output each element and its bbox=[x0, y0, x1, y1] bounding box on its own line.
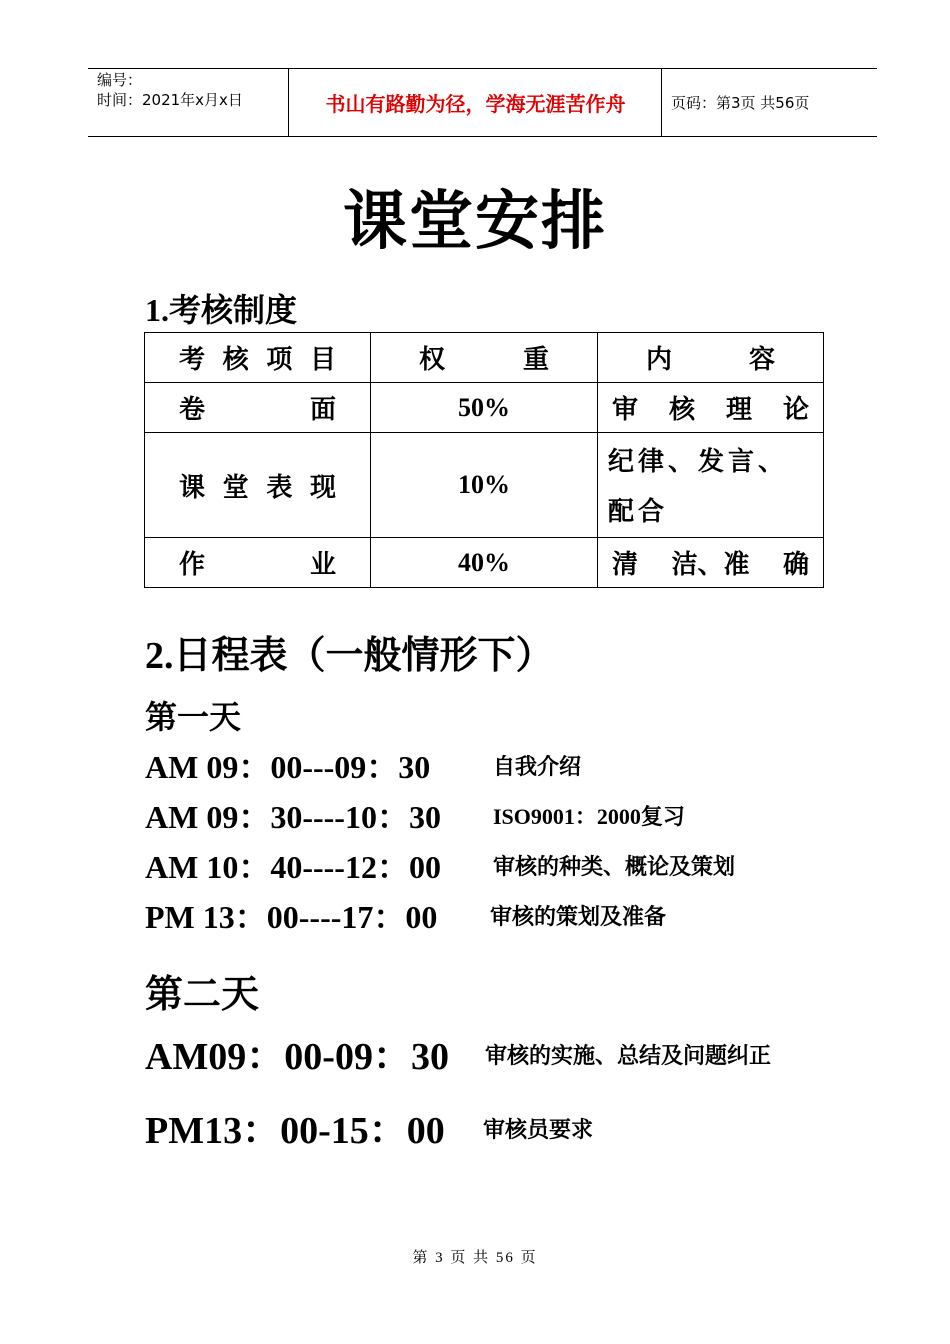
schedule-activity: 审核的实施、总结及问题纠正 bbox=[485, 1044, 772, 1069]
header-motto: 书山有路勤为径，学海无涯苦作舟 bbox=[325, 92, 626, 116]
section1-number: 1. bbox=[145, 292, 169, 328]
cell-content-char: 理 bbox=[725, 395, 752, 425]
col-header-content-char: 内 bbox=[646, 345, 673, 375]
schedule-time: PM 13：00----17：00 bbox=[145, 899, 438, 935]
col-header-item-char: 项 bbox=[266, 345, 293, 375]
header-time: 时间：2021年x月x日 bbox=[97, 91, 243, 109]
schedule-time: AM 09：30----10：30 bbox=[145, 799, 441, 835]
cell-item-char: 堂 bbox=[222, 472, 249, 503]
cell-item-char: 业 bbox=[309, 550, 336, 580]
section2-title: 日程表（一般情形下） bbox=[173, 633, 554, 677]
cell-item bbox=[145, 433, 371, 538]
section1-heading bbox=[145, 285, 297, 331]
col-header-content bbox=[598, 333, 824, 383]
header-page-number: 页码：第3页 共56页 bbox=[671, 94, 810, 112]
page-title: 课堂安排 bbox=[343, 185, 607, 259]
cell-content-char: 审 bbox=[612, 395, 639, 425]
cell-weight: 10% bbox=[371, 433, 598, 538]
schedule-time: AM 10：40----12：00 bbox=[145, 849, 441, 885]
col-header-weight-char: 权 bbox=[419, 345, 446, 375]
schedule-item bbox=[145, 1025, 772, 1080]
schedule-item bbox=[145, 892, 667, 938]
cell-item-char: 作 bbox=[179, 550, 206, 580]
table-row bbox=[145, 538, 824, 588]
assessment-table bbox=[144, 332, 824, 588]
schedule-activity: 自我介绍 bbox=[493, 755, 582, 780]
col-header-weight-char: 重 bbox=[522, 345, 549, 375]
schedule-activity: 审核员要求 bbox=[483, 1118, 594, 1143]
col-header-content-char: 容 bbox=[748, 345, 775, 375]
header-bottom-rule bbox=[88, 136, 877, 137]
col-header-weight bbox=[371, 333, 598, 383]
col-header-item-char: 目 bbox=[309, 345, 336, 375]
cell-item bbox=[145, 383, 371, 433]
schedule-time: AM09：00-09：30 bbox=[145, 1036, 449, 1078]
col-header-item-char: 核 bbox=[222, 345, 249, 375]
cell-content bbox=[598, 383, 824, 433]
cell-item-char: 现 bbox=[309, 472, 336, 503]
schedule-time: PM13：00-15：00 bbox=[145, 1110, 445, 1152]
schedule-item bbox=[145, 842, 736, 888]
cell-weight: 50% bbox=[371, 383, 598, 433]
section2-number: 2. bbox=[145, 635, 174, 677]
schedule-item bbox=[145, 1099, 594, 1154]
schedule-item bbox=[145, 742, 582, 788]
table-header-row bbox=[145, 333, 824, 383]
cell-item-char: 表 bbox=[266, 472, 293, 503]
cell-content-char: 论 bbox=[782, 395, 809, 425]
col-header-item bbox=[145, 333, 371, 383]
day1-title: 第一天 bbox=[145, 698, 242, 736]
cell-item bbox=[145, 538, 371, 588]
table-row bbox=[145, 383, 824, 433]
cell-item-char: 课 bbox=[179, 472, 206, 503]
cell-item-char: 卷 bbox=[179, 395, 206, 425]
day2-title: 第二天 bbox=[145, 972, 260, 1016]
schedule-item bbox=[145, 792, 685, 838]
section1-title: 考核制度 bbox=[169, 291, 298, 329]
cell-content-char: 清 bbox=[612, 550, 639, 580]
cell-item-char: 面 bbox=[309, 395, 336, 425]
cell-content-char: 核 bbox=[668, 395, 695, 425]
header-code: 编号： bbox=[97, 71, 143, 89]
page-footer: 第 3 页 共 56 页 bbox=[412, 1250, 538, 1266]
section2-heading bbox=[145, 624, 554, 679]
cell-content-char: 洁、准 bbox=[671, 550, 750, 580]
schedule-activity: 审核的种类、概论及策划 bbox=[493, 855, 736, 880]
schedule-activity: ISO9001：2000复习 bbox=[493, 804, 685, 829]
cell-content-char: 确 bbox=[782, 550, 809, 580]
table-row bbox=[145, 433, 824, 538]
cell-content bbox=[598, 538, 824, 588]
col-header-item-char: 考 bbox=[179, 345, 206, 375]
cell-content: 纪律、发言、配合 bbox=[598, 433, 824, 538]
schedule-activity: 审核的策划及准备 bbox=[490, 905, 667, 930]
schedule-time: AM 09：00---09：30 bbox=[145, 749, 431, 785]
header-meta bbox=[97, 70, 243, 110]
cell-weight: 40% bbox=[371, 538, 598, 588]
